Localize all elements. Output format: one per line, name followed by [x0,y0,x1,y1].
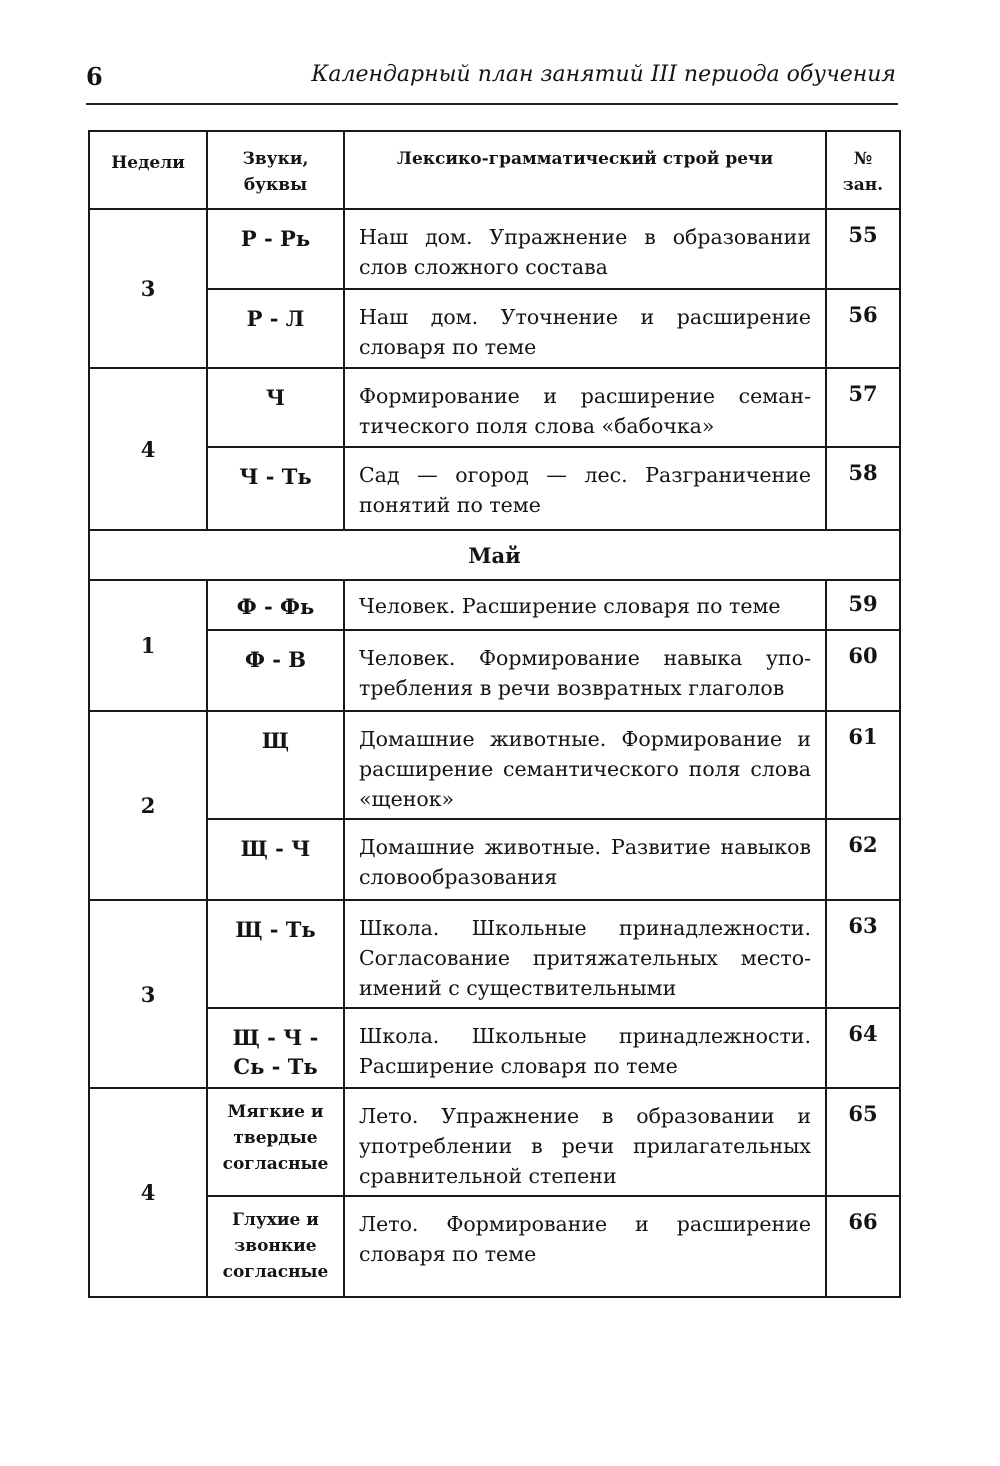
table-header-row [89,131,900,209]
sound-cell: Ф - Фь [207,580,344,630]
table-row [89,1196,900,1297]
lesson-number-cell: 60 [826,630,900,711]
month-row [89,530,900,580]
sound-cell: Щ - Ч [207,819,344,900]
week-cell: 4 [89,1088,207,1297]
header-weeks: Недели [89,131,207,209]
sound-cell: Ч [207,368,344,447]
lesson-number-cell: 57 [826,368,900,447]
sound-cell: Щ - Ч - Сь - Ть [207,1008,344,1088]
topic-cell: Наш дом. Упражнение в образовании слов сложного состава [344,209,826,289]
topic-cell: Формирование и расширение семантического поля слова «бабочка» [344,368,826,447]
header-lesson-number: № зан. [826,131,900,209]
lesson-number-cell: 55 [826,209,900,289]
topic-cell: Домашние животные. Формирование и расширение семантического поля слова «щенок» [344,711,826,819]
table-row [89,447,900,530]
topic-cell: Домашние животные. Развитие навыков словообразования [344,819,826,900]
lesson-number-cell: 63 [826,900,900,1008]
sound-cell: Р - Л [207,289,344,368]
week-cell: 4 [89,368,207,530]
sound-cell: Ф - В [207,630,344,711]
topic-cell: Человек. Расширение словаря по теме [344,580,826,630]
sound-cell: Глухие и звонкие согласные [207,1196,344,1297]
table-row [89,1088,900,1196]
topic-cell: Лето. Упражнение в образовании и употреблении в речи прилагательных сравнительной степени [344,1088,826,1196]
table-row [89,1008,900,1088]
lesson-number-cell: 58 [826,447,900,530]
topic-cell: Сад — огород — лес. Разграничение понятий по теме [344,447,826,530]
running-title: Календарный план занятий III периода обучения [311,62,896,87]
week-cell: 3 [89,900,207,1088]
topic-cell: Наш дом. Уточнение и расширение словаря по теме [344,289,826,368]
header-rule [86,103,898,105]
month-label: Май [89,530,900,580]
lesson-number-cell: 59 [826,580,900,630]
sound-cell: Щ [207,711,344,819]
topic-cell: Лето. Формирование и расширение словаря по теме [344,1196,826,1297]
lesson-number-cell: 66 [826,1196,900,1297]
topic-cell: Школа. Школьные принадлежности. Согласование притяжательных местоимений с существительными [344,900,826,1008]
table-row [89,580,900,630]
table-row [89,368,900,447]
table-row [89,900,900,1008]
table-row [89,711,900,819]
week-cell: 1 [89,580,207,711]
week-cell: 2 [89,711,207,900]
lesson-number-cell: 64 [826,1008,900,1088]
lesson-number-cell: 62 [826,819,900,900]
table-row [89,289,900,368]
table-row [89,630,900,711]
topic-cell: Школа. Школьные принадлежности. Расширение словаря по теме [344,1008,826,1088]
lesson-number-cell: 56 [826,289,900,368]
sound-cell: Щ - Ть [207,900,344,1008]
lesson-number-cell: 61 [826,711,900,819]
sound-cell: Ч - Ть [207,447,344,530]
table-row [89,209,900,289]
sound-cell: Р - Рь [207,209,344,289]
lesson-number-cell: 65 [826,1088,900,1196]
header-sounds: Звуки, буквы [207,131,344,209]
lesson-plan-table [88,130,901,1298]
week-cell: 3 [89,209,207,368]
page-number: 6 [86,62,103,91]
header-topic: Лексико-грамматический строй речи [344,131,826,209]
sound-cell: Мягкие и твердые согласные [207,1088,344,1196]
topic-cell: Человек. Формирование навыка употребления в речи возвратных глаголов [344,630,826,711]
table-row [89,819,900,900]
